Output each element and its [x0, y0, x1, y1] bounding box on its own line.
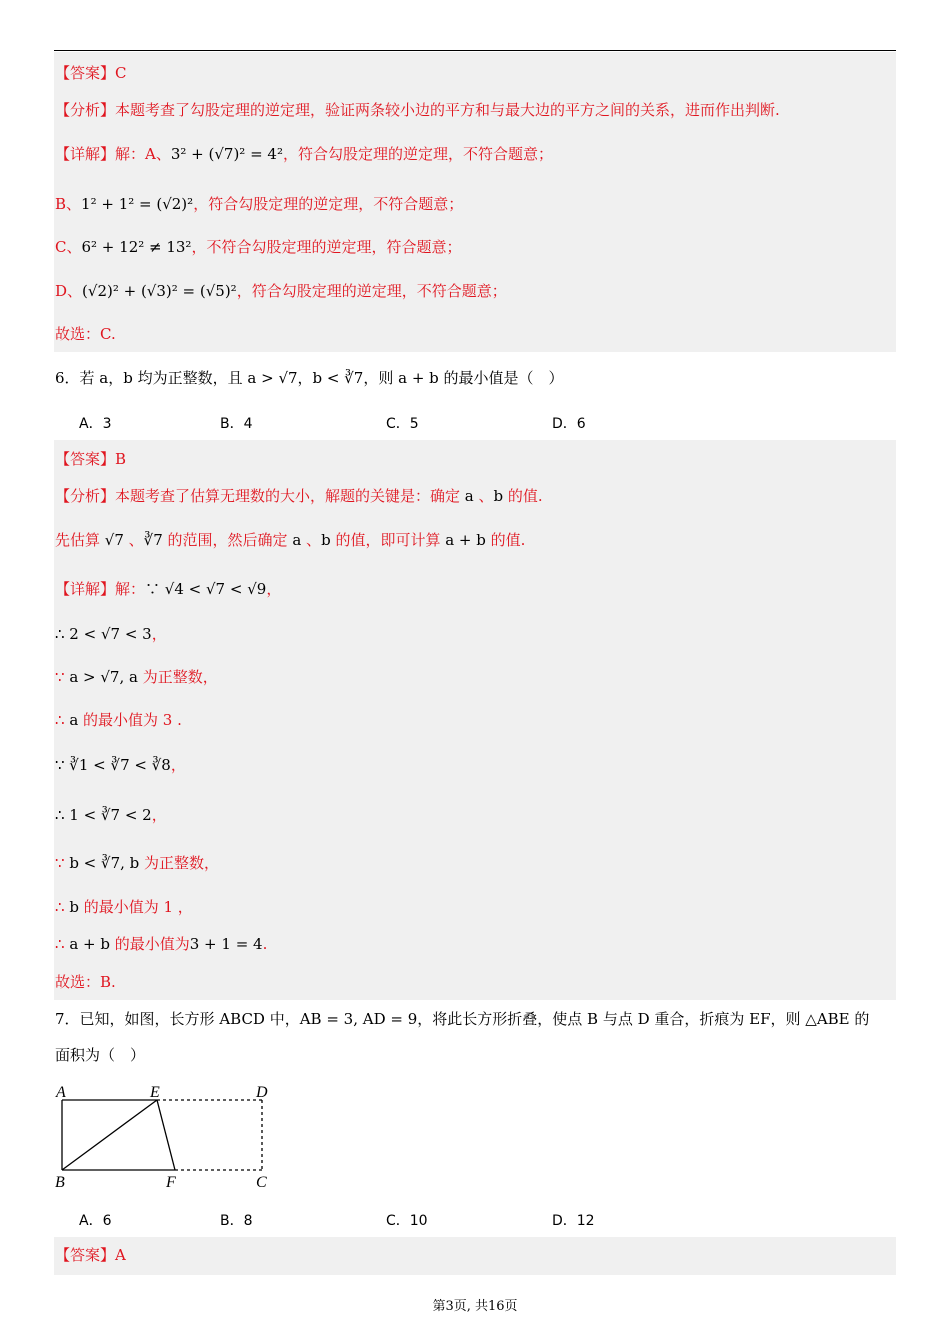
solution-text: 、: [123, 531, 144, 549]
math-expression: 1² + 1² = (√2)²: [81, 195, 194, 213]
q5-solution-line: [55, 194, 463, 214]
solution-text: D、: [55, 282, 83, 300]
q6-solution-line: [55, 897, 193, 917]
solution-text: ，: [151, 625, 167, 643]
q7-solution-box: [54, 1237, 896, 1275]
solution-text: 为正整数，: [137, 668, 218, 686]
q5-solution-line: [55, 100, 780, 120]
q7-option-b: B．8: [220, 1213, 253, 1229]
solution-text: ，符合勾股定理的逆定理，不符合题意；: [236, 282, 507, 300]
q5-solution-line: [55, 281, 507, 301]
label-e: E: [150, 1084, 160, 1101]
math-expression: b: [69, 898, 79, 916]
solution-text: 的最小值为 3 .: [78, 711, 182, 729]
math-expression: 6² + 12² ≠ 13²: [81, 238, 192, 256]
q6-solution-line: [55, 805, 167, 825]
math-expression: b: [321, 531, 331, 549]
q6-solution-line: [55, 755, 186, 775]
math-expression: a + b: [445, 531, 486, 549]
solution-text: ，: [170, 756, 186, 774]
math-expression: a + b: [69, 935, 110, 953]
q6-stem: 6．若 a，b 均为正整数，且 a > √7，b < ∛7，则 a + b 的最小值是（ ）: [55, 369, 564, 387]
solution-text: 【分析】本题考查了估算无理数的大小，解题的关键是：确定: [55, 487, 465, 505]
label-c: C: [256, 1174, 267, 1191]
solution-text: B、: [55, 195, 82, 213]
math-expression: ∵ ∛1 < ∛7 < ∛8: [55, 756, 171, 774]
q5-solution-line: [55, 324, 116, 344]
q6-solution-line: [55, 449, 126, 469]
math-expression: b: [493, 487, 504, 505]
solution-text: 【详解】解：A、: [55, 145, 171, 163]
solution-text: ∴: [55, 898, 70, 916]
math-expression: 3 + 1 = 4: [189, 935, 263, 953]
q7-solution-line: [55, 1245, 126, 1265]
q7-stem-line2: 面积为（ ）: [55, 1046, 146, 1064]
solution-text: ，符合勾股定理的逆定理，不符合题意；: [193, 195, 464, 213]
q6-solution-line: [55, 624, 167, 644]
solution-text: 为正整数，: [139, 854, 220, 872]
q5-solution-line: [55, 237, 461, 257]
math-expression: √7: [104, 531, 124, 549]
label-d: D: [256, 1084, 268, 1101]
math-expression: (√2)² + (√3)² = (√5)²: [82, 282, 237, 300]
q6-option-c: C．5: [386, 416, 419, 432]
solution-text: .: [262, 935, 268, 953]
q6-solution-line: [55, 972, 116, 992]
math-expression: ∵ √4 < √7 < √9: [145, 580, 267, 598]
solution-text: ∴: [55, 935, 70, 953]
solution-text: 【详解】解：: [55, 580, 146, 598]
q6-solution-line: [55, 934, 267, 954]
solution-text: 、: [301, 531, 322, 549]
solution-text: 【答案】A: [55, 1246, 126, 1264]
solution-text: 的值，即可计算: [330, 531, 446, 549]
q6-option-d: D．6: [552, 416, 586, 432]
solution-text: ∵: [55, 854, 70, 872]
solution-text: ，符合勾股定理的逆定理，不符合题意；: [283, 145, 554, 163]
math-expression: a: [69, 711, 79, 729]
solution-text: ∵: [55, 668, 70, 686]
solution-text: 先估算: [55, 531, 105, 549]
q6-solution-line: [55, 667, 218, 687]
math-expression: b < ∛7, b: [69, 854, 140, 872]
solution-text: 故选：C.: [55, 325, 116, 343]
label-a: A: [56, 1084, 66, 1101]
solution-text: 、: [473, 487, 494, 505]
math-expression: 3² + (√7)² = 4²: [170, 145, 283, 163]
solution-text: 【分析】本题考查了勾股定理的逆定理，验证两条较小边的平方和与最大边的平方之间的关系，进而作出判断.: [55, 101, 780, 119]
q7-option-d: D．12: [552, 1213, 595, 1229]
solution-text: ，: [151, 806, 167, 824]
q7-option-a: A．6: [79, 1213, 112, 1229]
q7-stem-line1: 7．已知，如图，长方形 ABCD 中，AB = 3, AD = 9，将此长方形折叠，使点 B 与点 D 重合，折痕为 EF，则 △ABE 的: [55, 1010, 870, 1028]
solution-text: 的值.: [503, 487, 543, 505]
math-expression: ∴ 1 < ∛7 < 2: [55, 806, 152, 824]
q6-solution-line: [55, 579, 281, 599]
math-expression: ∛7: [143, 531, 163, 549]
math-expression: ∴ 2 < √7 < 3: [55, 625, 152, 643]
math-expression: a: [292, 531, 302, 549]
q6-option-a: A．3: [79, 416, 112, 432]
segment-ef: [157, 1100, 175, 1170]
q6-solution-line: [55, 530, 525, 550]
solution-text: C、: [55, 238, 82, 256]
q6-solution-line: [55, 853, 219, 873]
solution-text: 的范围，然后确定: [162, 531, 293, 549]
solution-text: 【答案】C: [55, 64, 127, 82]
solution-text: ，: [266, 580, 282, 598]
solution-text: 故选：B.: [55, 973, 116, 991]
solution-text: 的值.: [485, 531, 526, 549]
q5-solution-line: [55, 63, 126, 83]
solution-text: 的最小值为: [109, 935, 190, 953]
math-expression: a > √7, a: [69, 668, 138, 686]
math-expression: a: [464, 487, 474, 505]
page-footer: 第3页, 共16页: [432, 1299, 518, 1314]
solution-text: 【答案】B: [55, 450, 127, 468]
solution-text: ，不符合勾股定理的逆定理，符合题意；: [191, 238, 462, 256]
solution-text: ∴: [55, 711, 70, 729]
segment-be: [62, 1100, 157, 1170]
q6-option-b: B．4: [220, 416, 253, 432]
solution-text: 的最小值为 1 ，: [78, 898, 193, 916]
label-b: B: [55, 1174, 65, 1191]
q6-solution-line: [55, 486, 543, 506]
q5-solution-line: [55, 144, 553, 164]
q7-option-c: C．10: [386, 1213, 428, 1229]
label-f: F: [166, 1174, 176, 1191]
q6-solution-line: [55, 710, 182, 730]
